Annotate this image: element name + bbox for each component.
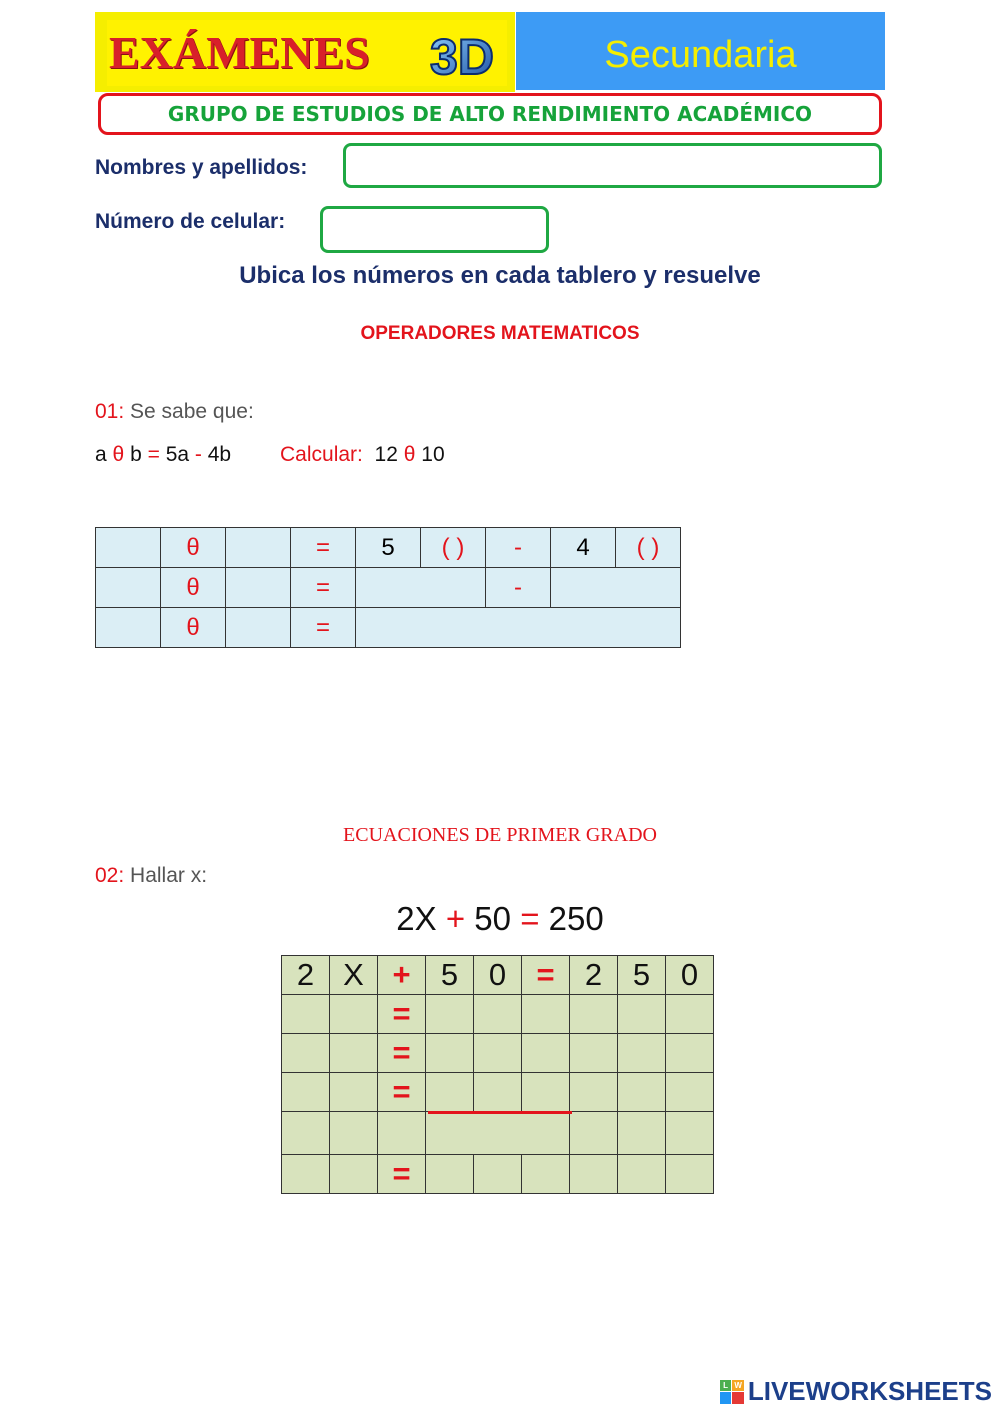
answer-cell[interactable] xyxy=(330,1155,378,1194)
answer-cell[interactable] xyxy=(570,1034,618,1073)
table-cell: 4 xyxy=(551,528,616,568)
answer-cell[interactable] xyxy=(570,1112,618,1155)
brand-title: EXÁMENES xyxy=(109,27,370,78)
answer-cell[interactable] xyxy=(330,1112,378,1155)
answer-cell[interactable] xyxy=(330,1034,378,1073)
section2-title: ECUACIONES DE PRIMER GRADO xyxy=(343,824,657,846)
equals-cell: = xyxy=(378,1155,426,1194)
answer-cell[interactable] xyxy=(96,608,161,648)
answer-cell[interactable] xyxy=(356,568,486,608)
rule-b: b xyxy=(130,443,142,466)
table-row xyxy=(282,1034,714,1073)
table-cell: θ xyxy=(161,608,226,648)
calc-theta: θ xyxy=(403,443,416,466)
question-2-number: 02: xyxy=(95,864,125,887)
table-row xyxy=(96,568,681,608)
question-1-text: Se sabe que: xyxy=(124,400,254,423)
rule-lhs: 5a xyxy=(165,443,190,466)
liveworksheets-icon: L W xyxy=(720,1380,744,1404)
answer-cell[interactable] xyxy=(282,1034,330,1073)
level-title: Secundaria xyxy=(604,34,797,76)
rule-equals: = xyxy=(147,443,160,466)
answer-cell[interactable] xyxy=(618,1034,666,1073)
answer-cell[interactable] xyxy=(570,1155,618,1194)
table-cell: 0 xyxy=(666,956,714,995)
answer-cell[interactable] xyxy=(282,1155,330,1194)
operator-rule xyxy=(95,443,231,467)
answer-cell[interactable] xyxy=(522,995,570,1034)
answer-cell[interactable] xyxy=(474,1073,522,1112)
eq-rhs: 250 xyxy=(548,900,604,937)
table-cell: 0 xyxy=(474,956,522,995)
table-cell: - xyxy=(486,528,551,568)
answer-cell[interactable] xyxy=(666,1073,714,1112)
answer-cell[interactable] xyxy=(426,1073,474,1112)
group-banner xyxy=(98,93,882,135)
table-cell: + xyxy=(378,956,426,995)
phone-field[interactable] xyxy=(320,206,549,253)
table-row xyxy=(282,1155,714,1194)
answer-cell[interactable] xyxy=(96,528,161,568)
liveworksheets-logo[interactable] xyxy=(720,1376,992,1407)
table-cell: 2 xyxy=(282,956,330,995)
group-title: GRUPO DE ESTUDIOS DE ALTO RENDIMIENTO ACADÉMICO xyxy=(167,102,813,126)
rule-a: a xyxy=(95,443,107,466)
fraction-bar xyxy=(428,1111,572,1114)
name-field[interactable] xyxy=(343,143,882,188)
answer-cell[interactable] xyxy=(330,1073,378,1112)
table-cell: θ xyxy=(161,568,226,608)
answer-cell[interactable] xyxy=(666,1112,714,1155)
calculate-prompt xyxy=(280,443,445,467)
answer-cell[interactable] xyxy=(666,995,714,1034)
answer-cell[interactable] xyxy=(282,995,330,1034)
answer-cell[interactable] xyxy=(474,995,522,1034)
operator-table xyxy=(95,527,681,648)
answer-cell[interactable] xyxy=(666,1034,714,1073)
brand-banner xyxy=(95,12,515,92)
section1-title: OPERADORES MATEMATICOS xyxy=(360,323,640,344)
answer-cell[interactable] xyxy=(226,528,291,568)
answer-cell[interactable] xyxy=(426,1112,570,1155)
answer-cell[interactable]: ( ) xyxy=(421,528,486,568)
answer-cell[interactable] xyxy=(522,1155,570,1194)
answer-cell[interactable] xyxy=(618,1155,666,1194)
answer-cell[interactable] xyxy=(378,1112,426,1155)
rule-theta: θ xyxy=(112,443,125,466)
logo-3d-icon xyxy=(419,22,505,84)
phone-label: Número de celular: xyxy=(95,210,286,233)
eq-lhs: 2X xyxy=(396,900,437,937)
calc-y: 10 xyxy=(421,443,445,466)
table-cell: = xyxy=(291,528,356,568)
table-row xyxy=(96,608,681,648)
answer-cell[interactable] xyxy=(226,608,291,648)
table-cell: X xyxy=(330,956,378,995)
answer-cell[interactable] xyxy=(666,1155,714,1194)
logo-3d-text: 3D xyxy=(430,29,494,84)
name-label: Nombres y apellidos: xyxy=(95,156,308,179)
table-cell: 5 xyxy=(356,528,421,568)
question-2-text: Hallar x: xyxy=(124,864,208,887)
calc-label: Calcular: xyxy=(280,443,363,466)
answer-cell[interactable] xyxy=(330,995,378,1034)
table-row xyxy=(282,1112,714,1155)
rule-rhs: 4b xyxy=(207,443,232,466)
equation xyxy=(0,900,1000,938)
table-cell: θ xyxy=(161,528,226,568)
answer-cell[interactable] xyxy=(226,568,291,608)
answer-cell[interactable] xyxy=(426,1155,474,1194)
answer-cell[interactable] xyxy=(426,1034,474,1073)
table-cell: - xyxy=(486,568,551,608)
equals-cell: = xyxy=(378,1073,426,1112)
answer-cell[interactable] xyxy=(618,1112,666,1155)
equals-cell: = xyxy=(378,995,426,1034)
table-cell: = xyxy=(291,568,356,608)
table-row xyxy=(282,1073,714,1112)
rule-minus: - xyxy=(194,443,202,466)
answer-cell[interactable] xyxy=(522,1034,570,1073)
table-row xyxy=(282,956,714,995)
table-cell: = xyxy=(522,956,570,995)
question-1 xyxy=(95,400,254,424)
answer-cell[interactable] xyxy=(618,995,666,1034)
eq-plus: + xyxy=(445,900,466,937)
table-cell: 5 xyxy=(426,956,474,995)
level-banner xyxy=(516,12,885,90)
calc-x: 12 xyxy=(374,443,398,466)
answer-cell[interactable] xyxy=(522,1073,570,1112)
liveworksheets-text: LIVEWORKSHEETS xyxy=(747,1376,992,1406)
answer-cell[interactable]: ( ) xyxy=(616,528,681,568)
answer-cell[interactable] xyxy=(570,995,618,1034)
answer-cell[interactable] xyxy=(474,1155,522,1194)
question-1-number: 01: xyxy=(95,400,125,423)
answer-cell[interactable] xyxy=(356,608,681,648)
answer-cell[interactable] xyxy=(618,1073,666,1112)
eq-mid: 50 xyxy=(474,900,512,937)
question-2 xyxy=(95,864,207,888)
equation-table xyxy=(281,955,714,1194)
answer-cell[interactable] xyxy=(474,1034,522,1073)
answer-cell[interactable] xyxy=(551,568,681,608)
eq-equals: = xyxy=(520,900,540,937)
table-row xyxy=(96,528,681,568)
table-cell: 2 xyxy=(570,956,618,995)
answer-cell[interactable] xyxy=(96,568,161,608)
table-row xyxy=(282,995,714,1034)
answer-cell[interactable] xyxy=(282,1112,330,1155)
answer-cell[interactable] xyxy=(426,995,474,1034)
instructions: Ubica los números en cada tablero y resuelve xyxy=(239,262,761,289)
answer-cell[interactable] xyxy=(570,1073,618,1112)
answer-cell[interactable] xyxy=(282,1073,330,1112)
equals-cell: = xyxy=(378,1034,426,1073)
table-cell: = xyxy=(291,608,356,648)
table-cell: 5 xyxy=(618,956,666,995)
